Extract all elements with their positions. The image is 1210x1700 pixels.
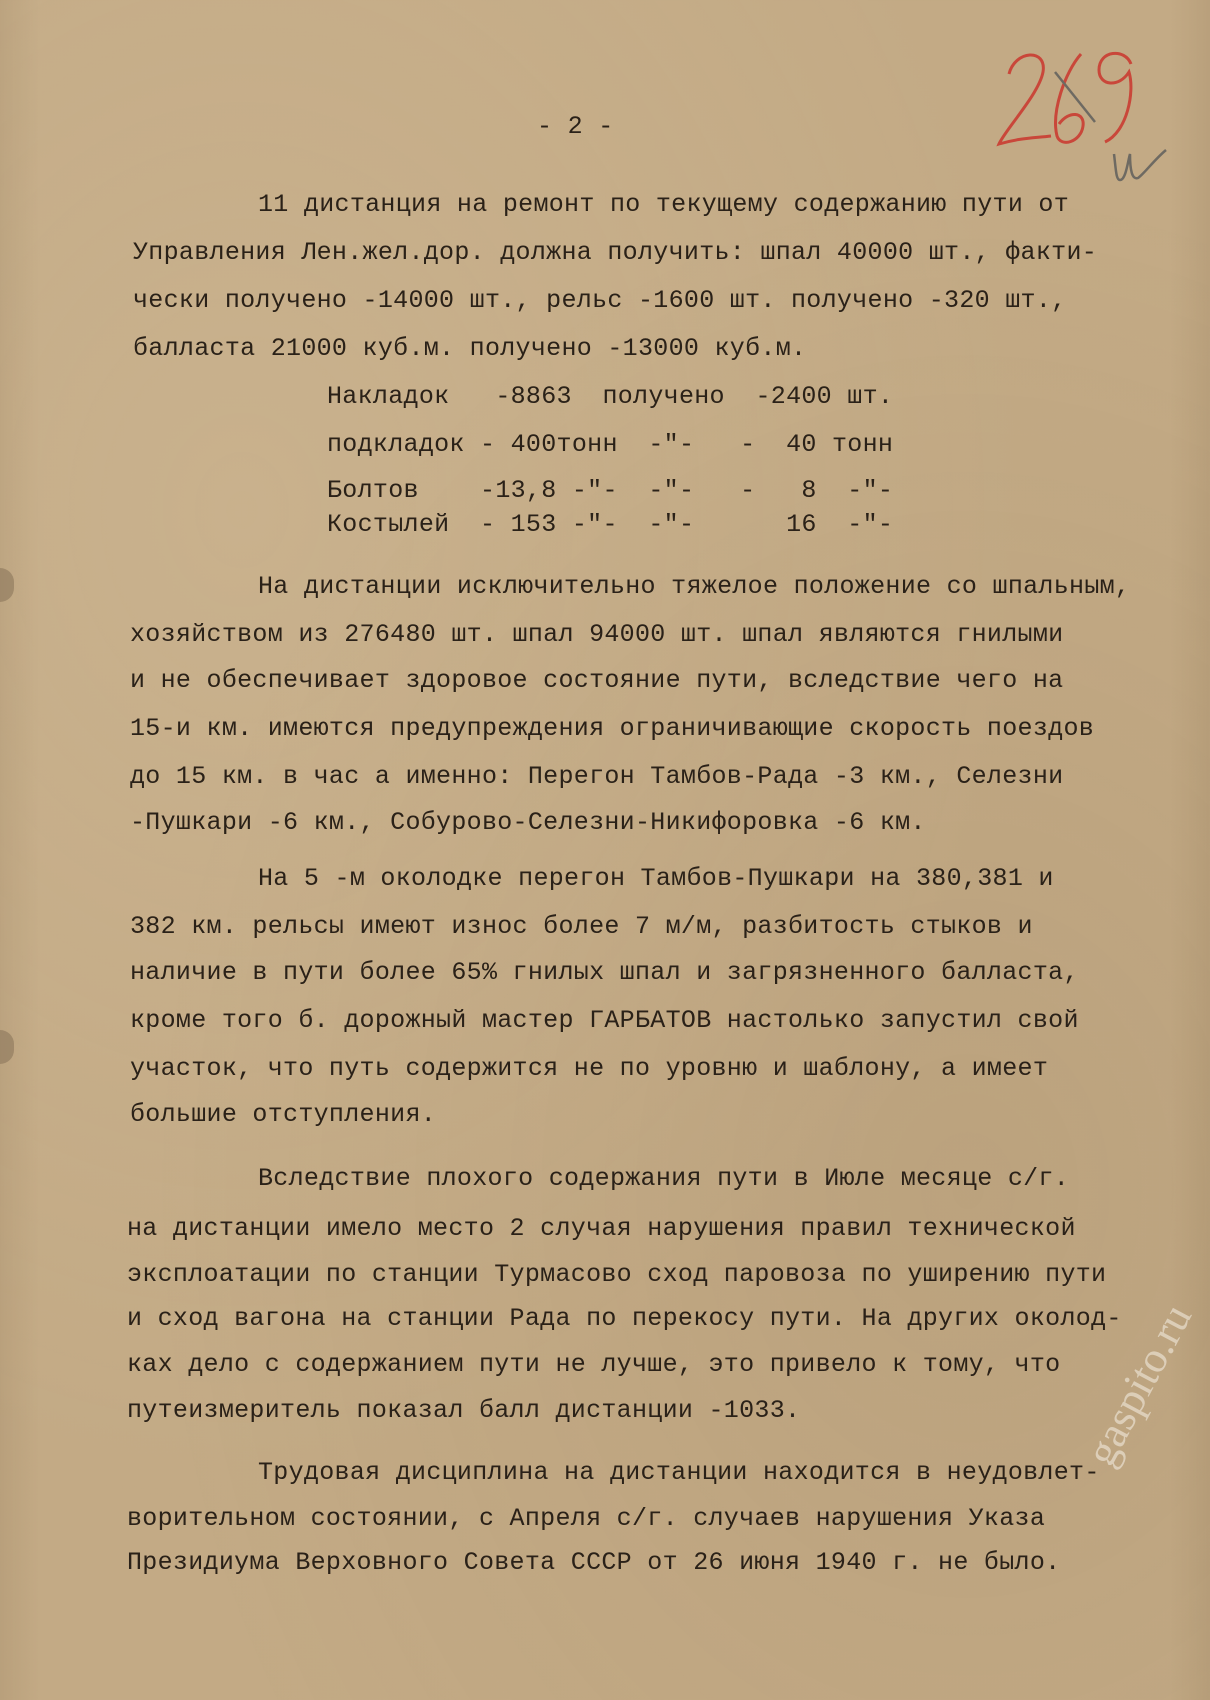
binding-hole-mark [0,1030,14,1064]
text-line: Вследствие плохого содержания пути в Июле месяце с/г. [258,1164,1070,1193]
text-line: 11 дистанция на ремонт по текущему содержанию пути от [258,190,1070,219]
text-line: на дистанции имело место 2 случая нарушения правил технической [127,1214,1076,1243]
text-line: Управления Лен.жел.дор. должна получить: шпал 40000 шт., факти- [133,238,1098,267]
text-line: -Пушкари -6 км., Собурово-Селезни-Никифоровка -6 км. [130,808,926,837]
text-line: чески получено -14000 шт., рельс -1600 шт. получено -320 шт., [133,286,1067,315]
page-number: - 2 - [537,112,614,141]
text-line: до 15 км. в час а именно: Перегон Тамбов-Рада -3 км., Селезни [130,762,1064,791]
pencil-initials-mark [1110,140,1170,190]
text-line: Трудовая дисциплина на дистанции находится в неудовлет- [258,1458,1100,1487]
text-line: ворительном состоянии, с Апреля с/г. случаев нарушения Указа [127,1504,1046,1533]
text-line: путеизмеритель показал балл дистанции -1033. [127,1396,801,1425]
archive-sheet-number-handwritten [995,42,1145,152]
text-line: и не обеспечивает здоровое состояние пути, вследствие чего на [130,666,1064,695]
text-line: На 5 -м околодке перегон Тамбов-Пушкари на 380,381 и [258,864,1054,893]
binding-hole-mark [0,568,14,602]
watermark: gaspito.ru [1075,1296,1202,1474]
text-line: ках дело с содержанием пути не лучше, это привело к тому, что [127,1350,1061,1379]
materials-row: Болтов -13,8 -"- -"- - 8 -"- [327,476,894,505]
text-line: наличие в пути более 65% гнилых шпал и загрязненного балласта, [130,958,1079,987]
text-line: 382 км. рельсы имеют износ более 7 м/м, разбитость стыков и [130,912,1033,941]
text-line: 15-и км. имеются предупреждения ограничивающие скорость поездов [130,714,1095,743]
materials-row: подкладок - 400тонн -"- - 40 тонн [327,430,894,459]
text-line: На дистанции исключительно тяжелое положение со шпальным, [258,572,1131,601]
text-line: кроме того б. дорожный мастер ГАРБАТОВ настолько запустил свой [130,1006,1079,1035]
materials-row: Накладок -8863 получено -2400 шт. [327,382,894,411]
materials-row: Костылей - 153 -"- -"- 16 -"- [327,510,894,539]
text-line: Президиума Верховного Совета СССР от 26 июня 1940 г. не было. [127,1548,1061,1577]
text-line: эксплоатации по станции Турмасово сход паровоза по уширению пути [127,1260,1107,1289]
text-line: участок, что путь содержится не по уровню и шаблону, а имеет [130,1054,1049,1083]
text-line: хозяйством из 276480 шт. шпал 94000 шт. шпал являются гнилыми [130,620,1064,649]
text-line: балласта 21000 куб.м. получено -13000 куб.м. [133,334,807,363]
text-line: и сход вагона на станции Рада по перекосу пути. На других околод- [127,1304,1122,1333]
text-line: большие отступления. [130,1100,437,1129]
